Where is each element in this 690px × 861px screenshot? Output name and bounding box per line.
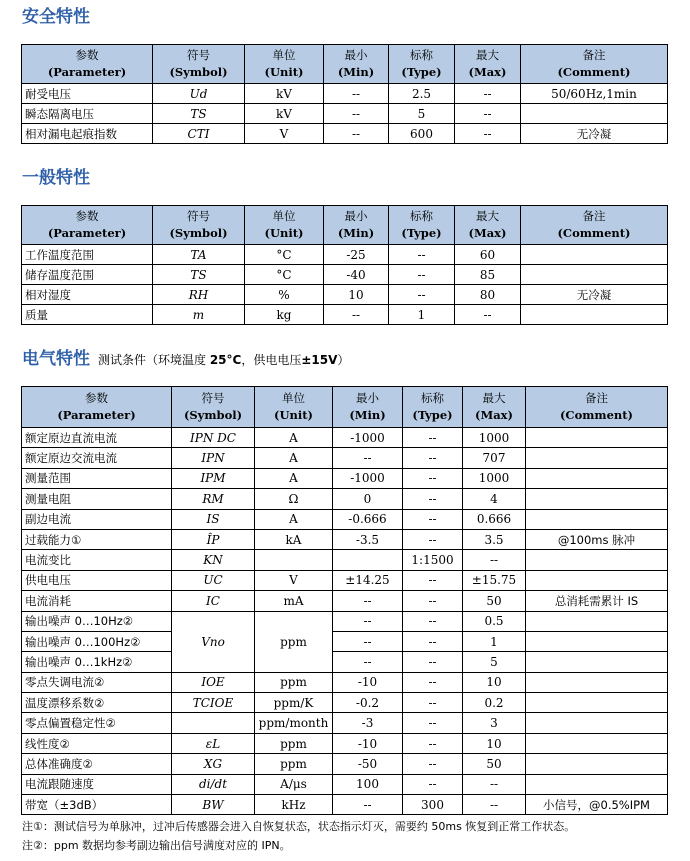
table-row: [22, 84, 668, 104]
header-symbol: 符号 (Symbol): [153, 45, 245, 84]
symbol-cell: εL: [172, 733, 255, 753]
header-comment: 备注 (Comment): [521, 206, 668, 245]
comment-cell: [526, 448, 668, 468]
table-header-row: [22, 206, 668, 245]
typ-cell: --: [403, 611, 463, 631]
comment-cell: [526, 713, 668, 733]
symbol-cell: IPN: [172, 448, 255, 468]
min-cell: -3.5: [333, 529, 403, 549]
min-cell: --: [324, 84, 389, 104]
max-cell: 0.2: [463, 693, 526, 713]
header-comment: 备注 (Comment): [521, 45, 668, 84]
min-cell: --: [333, 611, 403, 631]
min-cell: [333, 550, 403, 570]
unit-cell: V: [245, 124, 324, 144]
table-row: [22, 795, 668, 815]
unit-cell: kg: [245, 305, 324, 325]
comment-cell: @100ms 脉冲: [526, 529, 668, 549]
symbol-cell: TS: [153, 104, 245, 124]
unit-cell: °C: [245, 245, 324, 265]
header-typ: 标称 (Type): [403, 387, 463, 428]
comment-cell: [526, 489, 668, 509]
typ-cell: --: [403, 591, 463, 611]
table-row: [22, 591, 668, 611]
header-min: 最小 (Min): [324, 206, 389, 245]
typ-cell: --: [403, 529, 463, 549]
typ-cell: --: [403, 774, 463, 794]
comment-cell: 50/60Hz,1min: [521, 84, 668, 104]
symbol-cell: Ud: [153, 84, 245, 104]
typ-cell: 2.5: [389, 84, 455, 104]
comment-cell: [521, 245, 668, 265]
param-cell: 电流消耗: [22, 591, 172, 611]
max-cell: 5: [463, 652, 526, 672]
symbol-cell: KN: [172, 550, 255, 570]
comment-cell: [526, 693, 668, 713]
header-unit: 单位 (Unit): [255, 387, 333, 428]
header-max: 最大 (Max): [463, 387, 526, 428]
symbol-cell: IOE: [172, 672, 255, 692]
max-cell: 80: [455, 285, 521, 305]
param-cell: 输出噪声 0…1kHz②: [22, 652, 172, 672]
max-cell: 4: [463, 489, 526, 509]
unit-cell: A: [255, 468, 333, 488]
symbol-cell: Vno: [172, 611, 255, 672]
typ-cell: --: [389, 285, 455, 305]
min-cell: -0.666: [333, 509, 403, 529]
symbol-cell: CTI: [153, 124, 245, 144]
unit-cell: kV: [245, 84, 324, 104]
unit-cell: mA: [255, 591, 333, 611]
unit-cell: ppm/month: [255, 713, 333, 733]
min-cell: -50: [333, 754, 403, 774]
header-param: 参数 (Parameter): [22, 387, 172, 428]
header-unit: 单位 (Unit): [245, 206, 324, 245]
min-cell: 100: [333, 774, 403, 794]
max-cell: 1000: [463, 468, 526, 488]
table-row: [22, 529, 668, 549]
param-cell: 相对漏电起痕指数: [22, 124, 153, 144]
unit-cell: kV: [245, 104, 324, 124]
min-cell: -3: [333, 713, 403, 733]
header-comment: 备注 (Comment): [526, 387, 668, 428]
safety-section-title: 安全特性: [22, 7, 90, 27]
typ-cell: --: [403, 733, 463, 753]
table-row: [22, 713, 668, 733]
general-table: [21, 205, 668, 325]
min-cell: -0.2: [333, 693, 403, 713]
typ-cell: --: [403, 570, 463, 590]
unit-cell: ppm/K: [255, 693, 333, 713]
max-cell: 707: [463, 448, 526, 468]
header-max: 最大 (Max): [455, 206, 521, 245]
electrical-table: [21, 386, 668, 815]
typ-cell: --: [389, 245, 455, 265]
comment-cell: [521, 305, 668, 325]
max-cell: --: [455, 305, 521, 325]
comment-cell: [526, 774, 668, 794]
max-cell: 1000: [463, 428, 526, 448]
table-row: [22, 124, 668, 144]
footnotes: [22, 817, 575, 855]
max-cell: --: [455, 104, 521, 124]
unit-cell: %: [245, 285, 324, 305]
min-cell: --: [333, 795, 403, 815]
param-cell: 电流变比: [22, 550, 172, 570]
header-symbol: 符号 (Symbol): [153, 206, 245, 245]
symbol-cell: IPN DC: [172, 428, 255, 448]
param-cell: 额定原边直流电流: [22, 428, 172, 448]
symbol-cell: XG: [172, 754, 255, 774]
max-cell: 0.666: [463, 509, 526, 529]
table-header-row: [22, 387, 668, 428]
header-min: 最小 (Min): [333, 387, 403, 428]
param-cell: 输出噪声 0…100Hz②: [22, 631, 172, 651]
comment-cell: [526, 611, 668, 631]
typ-cell: --: [403, 754, 463, 774]
param-cell: 瞬态隔离电压: [22, 104, 153, 124]
max-cell: --: [455, 124, 521, 144]
max-cell: ±15.75: [463, 570, 526, 590]
min-cell: --: [324, 104, 389, 124]
param-cell: 电流跟随速度: [22, 774, 172, 794]
max-cell: --: [463, 550, 526, 570]
typ-cell: --: [403, 468, 463, 488]
table-row: [22, 570, 668, 590]
header-param: 参数 (Parameter): [22, 45, 153, 84]
typ-cell: 300: [403, 795, 463, 815]
safety-table: [21, 44, 668, 144]
max-cell: --: [463, 795, 526, 815]
table-row: [22, 672, 668, 692]
min-cell: -1000: [333, 428, 403, 448]
symbol-cell: di/dt: [172, 774, 255, 794]
min-cell: -1000: [333, 468, 403, 488]
comment-cell: [521, 104, 668, 124]
general-section-title: 一般特性: [22, 168, 90, 188]
min-cell: --: [324, 305, 389, 325]
symbol-cell: [172, 713, 255, 733]
table-row: [22, 509, 668, 529]
param-cell: 额定原边交流电流: [22, 448, 172, 468]
max-cell: 10: [463, 733, 526, 753]
header-max: 最大 (Max): [455, 45, 521, 84]
param-cell: 测量范围: [22, 468, 172, 488]
electrical-section-title: [22, 349, 349, 370]
test-condition: 测试条件（环境温度 25°C，供电电压±15V）: [98, 353, 350, 367]
typ-cell: --: [403, 693, 463, 713]
comment-cell: [521, 265, 668, 285]
param-cell: 供电电压: [22, 570, 172, 590]
max-cell: --: [463, 774, 526, 794]
min-cell: -40: [324, 265, 389, 285]
unit-cell: °C: [245, 265, 324, 285]
param-cell: 线性度②: [22, 733, 172, 753]
footnote-2: 注②：ppm 数据均参考副边输出信号满度对应的 IPN。: [22, 839, 291, 852]
typ-cell: --: [403, 631, 463, 651]
param-cell: 耐受电压: [22, 84, 153, 104]
param-cell: 总体准确度②: [22, 754, 172, 774]
table-row: [22, 265, 668, 285]
max-cell: 50: [463, 591, 526, 611]
min-cell: --: [333, 448, 403, 468]
table-row: [22, 733, 668, 753]
symbol-cell: UC: [172, 570, 255, 590]
symbol-cell: BW: [172, 795, 255, 815]
table-row: [22, 245, 668, 265]
min-cell: 10: [324, 285, 389, 305]
symbol-cell: IC: [172, 591, 255, 611]
comment-cell: [526, 468, 668, 488]
param-cell: 测量电阻: [22, 489, 172, 509]
table-header-row: [22, 45, 668, 84]
comment-cell: [526, 550, 668, 570]
comment-cell: 无冷凝: [521, 124, 668, 144]
table-row: [22, 489, 668, 509]
comment-cell: [526, 733, 668, 753]
comment-cell: [526, 570, 668, 590]
max-cell: 3.5: [463, 529, 526, 549]
typ-cell: 1:1500: [403, 550, 463, 570]
typ-cell: --: [403, 428, 463, 448]
unit-cell: A/μs: [255, 774, 333, 794]
max-cell: 60: [455, 245, 521, 265]
header-unit: 单位 (Unit): [245, 45, 324, 84]
header-param: 参数 (Parameter): [22, 206, 153, 245]
unit-cell: Ω: [255, 489, 333, 509]
max-cell: 85: [455, 265, 521, 285]
header-typ: 标称 (Type): [389, 45, 455, 84]
comment-cell: [526, 631, 668, 651]
table-row: [22, 285, 668, 305]
header-typ: 标称 (Type): [389, 206, 455, 245]
max-cell: 3: [463, 713, 526, 733]
typ-cell: --: [403, 713, 463, 733]
param-cell: 零点失调电流②: [22, 672, 172, 692]
min-cell: --: [333, 631, 403, 651]
typ-cell: --: [403, 672, 463, 692]
unit-cell: ppm: [255, 611, 333, 672]
max-cell: 0.5: [463, 611, 526, 631]
min-cell: --: [324, 124, 389, 144]
param-cell: 带宽（±3dB）: [22, 795, 172, 815]
table-row: [22, 652, 668, 672]
table-row: [22, 774, 668, 794]
symbol-cell: RH: [153, 285, 245, 305]
header-symbol: 符号 (Symbol): [172, 387, 255, 428]
unit-cell: A: [255, 509, 333, 529]
table-row: [22, 611, 668, 631]
min-cell: 0: [333, 489, 403, 509]
symbol-cell: m: [153, 305, 245, 325]
comment-cell: [526, 672, 668, 692]
unit-cell: ppm: [255, 733, 333, 753]
table-row: [22, 104, 668, 124]
table-row: [22, 550, 668, 570]
unit-cell: A: [255, 428, 333, 448]
symbol-cell: TCIOE: [172, 693, 255, 713]
param-cell: 输出噪声 0…10Hz②: [22, 611, 172, 631]
unit-cell: ppm: [255, 672, 333, 692]
comment-cell: [526, 509, 668, 529]
unit-cell: kA: [255, 529, 333, 549]
min-cell: -25: [324, 245, 389, 265]
max-cell: 1: [463, 631, 526, 651]
unit-cell: V: [255, 570, 333, 590]
symbol-cell: ÎP: [172, 529, 255, 549]
param-cell: 温度漂移系数②: [22, 693, 172, 713]
param-cell: 相对湿度: [22, 285, 153, 305]
max-cell: 50: [463, 754, 526, 774]
table-row: [22, 468, 668, 488]
unit-cell: ppm: [255, 754, 333, 774]
unit-cell: A: [255, 448, 333, 468]
table-row: [22, 448, 668, 468]
max-cell: 10: [463, 672, 526, 692]
max-cell: --: [455, 84, 521, 104]
electrical-title-text: 电气特性: [22, 349, 90, 369]
comment-cell: 小信号，@0.5%IPM: [526, 795, 668, 815]
typ-cell: 1: [389, 305, 455, 325]
typ-cell: --: [403, 509, 463, 529]
typ-cell: --: [403, 489, 463, 509]
comment-cell: [526, 652, 668, 672]
param-cell: 零点偏置稳定性②: [22, 713, 172, 733]
min-cell: ±14.25: [333, 570, 403, 590]
footnote-1: 注①：测试信号为单脉冲，过冲后传感器会进入自恢复状态，状态指示灯灭，需要约 50ms 恢复到正常工作状态。: [22, 820, 576, 833]
header-min: 最小 (Min): [324, 45, 389, 84]
min-cell: -10: [333, 733, 403, 753]
comment-cell: 无冷凝: [521, 285, 668, 305]
symbol-cell: IPM: [172, 468, 255, 488]
min-cell: --: [333, 591, 403, 611]
comment-cell: 总消耗需累计 IS: [526, 591, 668, 611]
typ-cell: 600: [389, 124, 455, 144]
unit-cell: kHz: [255, 795, 333, 815]
symbol-cell: TS: [153, 265, 245, 285]
typ-cell: --: [403, 448, 463, 468]
param-cell: 副边电流: [22, 509, 172, 529]
table-row: [22, 754, 668, 774]
param-cell: 质量: [22, 305, 153, 325]
min-cell: -10: [333, 672, 403, 692]
comment-cell: [526, 428, 668, 448]
param-cell: 工作温度范围: [22, 245, 153, 265]
typ-cell: 5: [389, 104, 455, 124]
typ-cell: --: [403, 652, 463, 672]
comment-cell: [526, 754, 668, 774]
unit-cell: [255, 550, 333, 570]
table-row: [22, 631, 668, 651]
param-cell: 储存温度范围: [22, 265, 153, 285]
symbol-cell: TA: [153, 245, 245, 265]
symbol-cell: RM: [172, 489, 255, 509]
table-row: [22, 693, 668, 713]
param-cell: 过载能力①: [22, 529, 172, 549]
symbol-cell: IS: [172, 509, 255, 529]
typ-cell: --: [389, 265, 455, 285]
table-row: [22, 428, 668, 448]
min-cell: --: [333, 652, 403, 672]
table-row: [22, 305, 668, 325]
